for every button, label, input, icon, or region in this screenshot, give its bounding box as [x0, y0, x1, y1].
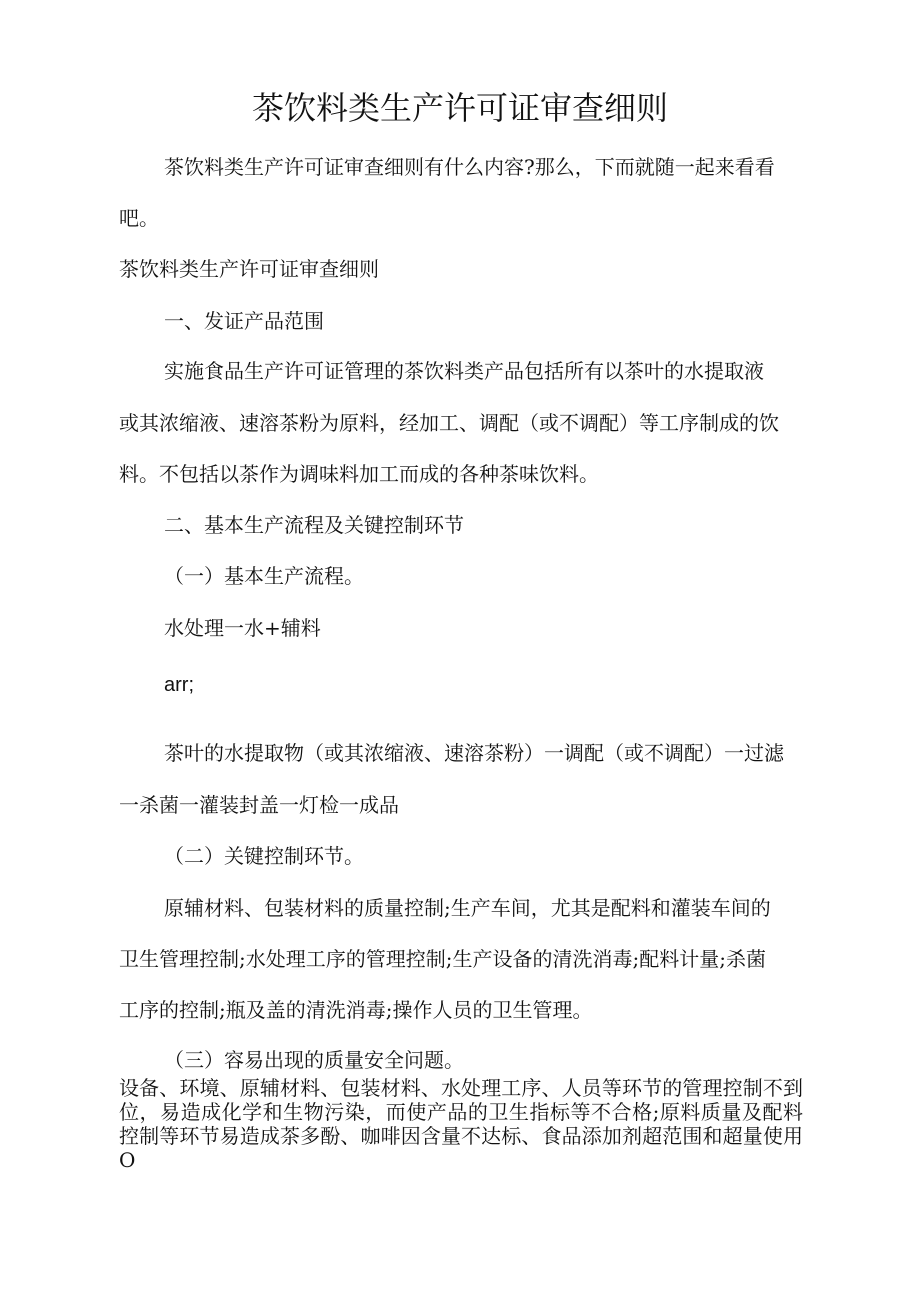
intro-line: 茶饮料类生产许可证审查细则有什么内容?那么，下而就随一起来看看: [164, 155, 775, 179]
subsection-heading-3: （三）容易出现的质量安全问题。: [164, 1048, 464, 1072]
subheading: 茶饮料类生产许可证审查细则: [119, 257, 379, 281]
subsection-heading-2: （二）关键控制环节。: [164, 844, 364, 868]
flow-line: 一杀菌一灌装封盖一灯检一成品: [119, 793, 399, 817]
intro-line: 吧。: [119, 206, 159, 230]
flow-line: 水处理一水+辅料: [164, 616, 321, 640]
subsection-heading-1: （一）基本生产流程。: [164, 564, 364, 588]
subsection-2-paragraph-line: 原辅材料、包装材料的质量控制;生产车间，尤其是配料和灌装车间的: [164, 896, 771, 920]
section-1-paragraph-line: 料。不包括以茶作为调味料加工而成的各种茶味饮料。: [119, 462, 599, 486]
subsection-3-paragraph: 设备、环境、原辅材料、包装材料、水处理工序、人员等环节的管理控制不到位，易造成化学和生物污染，而使产品的卫生指标等不合格;原料质量及配料控制等环节易造成茶多酚、咖啡因含量不达标、食品添加剂超范围和超量使用O: [119, 1076, 803, 1172]
flow-arrow-text: arr;: [164, 674, 194, 696]
section-heading-2: 二、基本生产流程及关键控制环节: [164, 513, 464, 537]
document-title: 茶饮料类生产许可证审查细则: [251, 89, 668, 127]
section-1-paragraph-line: 或其浓缩液、速溶茶粉为原料，经加工、调配（或不调配）等工序制成的饮: [119, 411, 779, 435]
subsection-2-paragraph-line: 卫生管理控制;水处理工序的管理控制;生产设备的清洗消毒;配料计量;杀菌: [119, 947, 766, 971]
section-1-paragraph-line: 实施食品生产许可证管理的茶饮料类产品包括所有以茶叶的水提取液: [164, 359, 764, 383]
subsection-2-paragraph-line: 工序的控制;瓶及盖的清洗消毒;操作人员的卫生管理。: [119, 998, 593, 1022]
section-heading-1: 一、发证产品范围: [164, 309, 324, 333]
flow-line: 茶叶的水提取物（或其浓缩液、速溶茶粉）一调配（或不调配）一过滤: [164, 741, 784, 765]
